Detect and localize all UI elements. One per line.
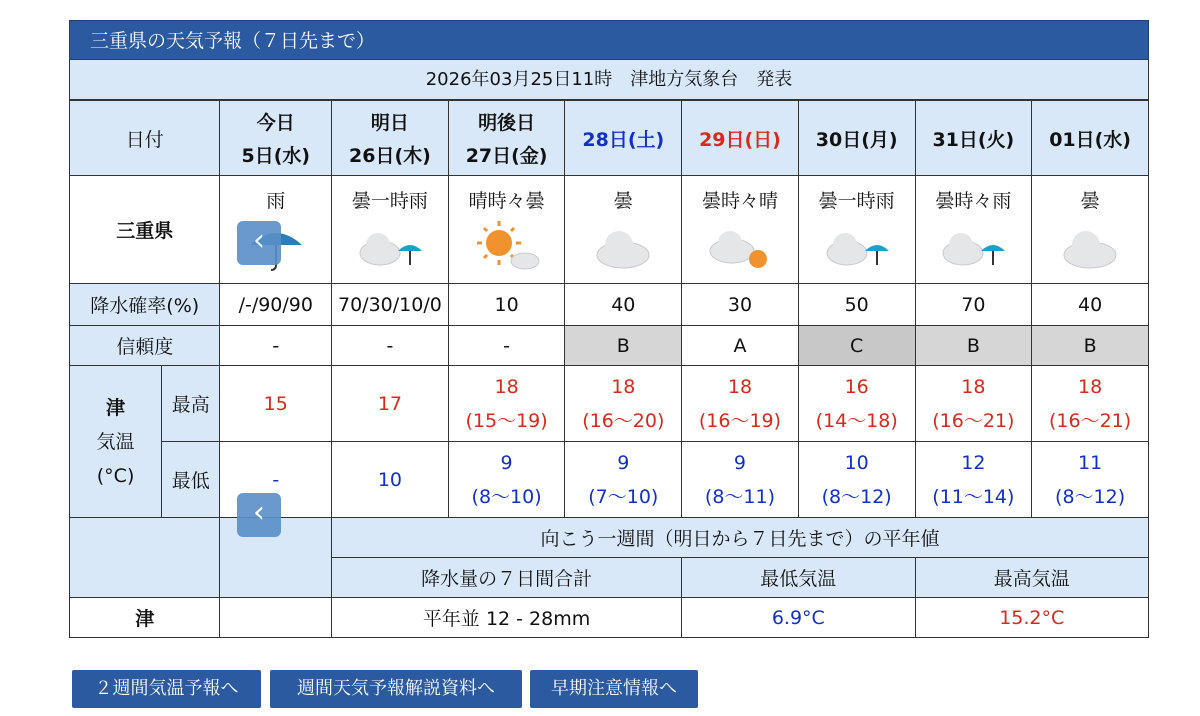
- normals-city: 津: [70, 598, 220, 638]
- day-header-4: 29日(日): [682, 101, 799, 176]
- min-range: (8～12): [821, 485, 892, 508]
- weather-text: 曇: [1080, 190, 1100, 212]
- reliability-cell: B: [1032, 326, 1149, 366]
- max-value: 18: [611, 375, 636, 398]
- precip-cell: 10: [448, 284, 565, 326]
- region-label: 三重県: [70, 176, 220, 284]
- weather-row: [70, 176, 1149, 284]
- temp-label-cell: [70, 366, 162, 518]
- precip-cell: /-/90/90: [220, 284, 332, 326]
- day-header-3: 28日(土): [565, 101, 682, 176]
- max-range: (14～18): [815, 409, 898, 432]
- reliability-cell: -: [448, 326, 565, 366]
- normals-heading: 向こう一週間（明日から７日先まで）の平年値: [332, 518, 1149, 558]
- sun-cloud-icon: [449, 217, 565, 277]
- normals-precip-label: 降水量の７日間合計: [332, 558, 682, 598]
- min-temp-cell: [565, 442, 682, 518]
- day-label: 明後日: [478, 112, 536, 134]
- weather-cell-6: [915, 176, 1032, 284]
- cloud-sun-icon: [682, 217, 798, 277]
- day-date: 26日(木): [349, 145, 431, 167]
- min-temp-cell: [332, 442, 449, 518]
- min-range: (8～10): [471, 485, 542, 508]
- min-temp-cell: [682, 442, 799, 518]
- max-temp-cell: [565, 366, 682, 442]
- weather-text: 曇時々雨: [935, 190, 1012, 212]
- min-range: (8～11): [704, 485, 776, 508]
- max-label: 最高: [162, 366, 220, 442]
- normals-max-label: 最高気温: [915, 558, 1149, 598]
- min-range: (7～10): [588, 485, 659, 508]
- max-temp-cell: [798, 366, 915, 442]
- date-row: [70, 101, 1149, 176]
- weather-text: 晴時々曇: [468, 190, 545, 212]
- max-value: 18: [961, 375, 986, 398]
- max-value: 18: [494, 375, 519, 398]
- min-range: (8～12): [1055, 485, 1126, 508]
- min-value: 9: [733, 451, 747, 474]
- normals-min-label: 最低気温: [682, 558, 915, 598]
- min-value: 11: [1078, 451, 1103, 474]
- day-date: 27日(金): [465, 145, 548, 167]
- day-header-6: 31日(火): [915, 101, 1032, 176]
- max-temp-row: [70, 366, 1149, 442]
- min-temp-cell: [798, 442, 915, 518]
- weather-text: 曇: [613, 190, 633, 212]
- cloud-icon: [1032, 217, 1148, 277]
- temp-label: 気温: [96, 430, 135, 453]
- date-label: 日付: [70, 101, 220, 176]
- min-temp-cell: [1032, 442, 1149, 518]
- precip-cell: 30: [682, 284, 799, 326]
- min-range: (11～14): [932, 485, 1015, 508]
- chevron-left-icon: ‹: [253, 223, 265, 258]
- cloud-rain-icon: [799, 217, 915, 277]
- day-header-1: [332, 101, 449, 176]
- two-week-temp-link[interactable]: ２週間気温予報へ: [72, 670, 261, 708]
- panel-title: 三重県の天気予報（７日先まで）: [69, 20, 1149, 60]
- reliability-cell: -: [220, 326, 332, 366]
- min-value: 9: [617, 451, 630, 474]
- precip-cell: 40: [565, 284, 682, 326]
- max-temp-cell: [448, 366, 565, 442]
- normals-blank: [70, 518, 220, 598]
- min-value: 10: [844, 451, 869, 474]
- max-range: (16～21): [932, 409, 1015, 432]
- scroll-left-button[interactable]: [237, 221, 281, 265]
- max-temp-cell: [220, 366, 332, 442]
- precip-cell: 50: [798, 284, 915, 326]
- weather-text: 曇一時雨: [818, 190, 895, 212]
- min-temp-row: [70, 442, 1149, 518]
- max-value: 18: [1078, 375, 1103, 398]
- precip-label: 降水確率(%): [70, 284, 220, 326]
- scroll-left-button-lower[interactable]: [237, 493, 281, 537]
- max-range: (15～19): [465, 409, 548, 432]
- cloud-rain-icon: [332, 217, 448, 277]
- day-label: 明日: [370, 112, 409, 134]
- precip-cell: 40: [1032, 284, 1149, 326]
- normals-value-row: [70, 598, 1149, 638]
- min-value: 10: [377, 468, 402, 491]
- weather-text: 曇一時雨: [351, 190, 428, 212]
- weather-text: 曇時々晴: [701, 190, 778, 212]
- weather-cell-7: [1032, 176, 1149, 284]
- temp-unit: (°C): [96, 464, 135, 487]
- normals-max-value: 15.2°C: [915, 598, 1149, 638]
- min-temp-cell: [448, 442, 565, 518]
- reliability-label: 信頼度: [70, 326, 220, 366]
- max-temp-cell: [332, 366, 449, 442]
- weather-cell-1: [332, 176, 449, 284]
- normals-heading-row: [70, 518, 1149, 558]
- reliability-cell: B: [915, 326, 1032, 366]
- day-header-7: 01日(水): [1032, 101, 1149, 176]
- temp-city: 津: [106, 396, 126, 419]
- weather-cell-5: [798, 176, 915, 284]
- day-header-0: [220, 101, 332, 176]
- day-header-5: 30日(月): [798, 101, 915, 176]
- day-label: 今日: [256, 112, 295, 134]
- max-temp-cell: [682, 366, 799, 442]
- max-range: (16～20): [582, 409, 665, 432]
- normals-min-value: 6.9°C: [682, 598, 915, 638]
- reliability-row: [70, 326, 1149, 366]
- max-value: 17: [377, 392, 402, 415]
- max-temp-cell: [915, 366, 1032, 442]
- reliability-cell: -: [332, 326, 449, 366]
- early-warning-link[interactable]: 早期注意情報へ: [530, 670, 698, 708]
- forecast-table: [69, 100, 1149, 638]
- reliability-cell: B: [565, 326, 682, 366]
- weekly-commentary-link[interactable]: 週間天気予報解説資料へ: [270, 670, 522, 708]
- min-value: -: [272, 468, 280, 491]
- precip-cell: 70/30/10/0: [332, 284, 449, 326]
- min-value: 12: [961, 451, 986, 474]
- min-temp-cell: [915, 442, 1032, 518]
- max-range: (16～21): [1049, 409, 1132, 432]
- forecast-panel: [69, 20, 1149, 638]
- day-header-2: [448, 101, 565, 176]
- normals-precip-value: 平年並 12 - 28mm: [332, 598, 682, 638]
- chevron-left-icon: ‹: [253, 495, 265, 530]
- reliability-cell: C: [798, 326, 915, 366]
- weather-text: 雨: [266, 190, 286, 212]
- max-value: 16: [844, 375, 869, 398]
- cloud-rain-icon: [916, 217, 1032, 277]
- precip-cell: 70: [915, 284, 1032, 326]
- max-value: 18: [727, 375, 753, 398]
- cloud-icon: [565, 217, 681, 277]
- max-range: (16～19): [698, 409, 782, 432]
- weather-cell-2: [448, 176, 565, 284]
- normals-blank-3: [220, 598, 332, 638]
- announcement: 2026年03月25日11時 津地方気象台 発表: [69, 60, 1149, 100]
- min-label: 最低: [162, 442, 220, 518]
- day-date: 5日(水): [241, 145, 311, 167]
- max-temp-cell: [1032, 366, 1149, 442]
- reliability-cell: A: [682, 326, 799, 366]
- max-value: 15: [263, 392, 288, 415]
- precip-row: [70, 284, 1149, 326]
- weather-cell-3: [565, 176, 682, 284]
- weather-cell-4: [682, 176, 799, 284]
- min-value: 9: [500, 451, 513, 474]
